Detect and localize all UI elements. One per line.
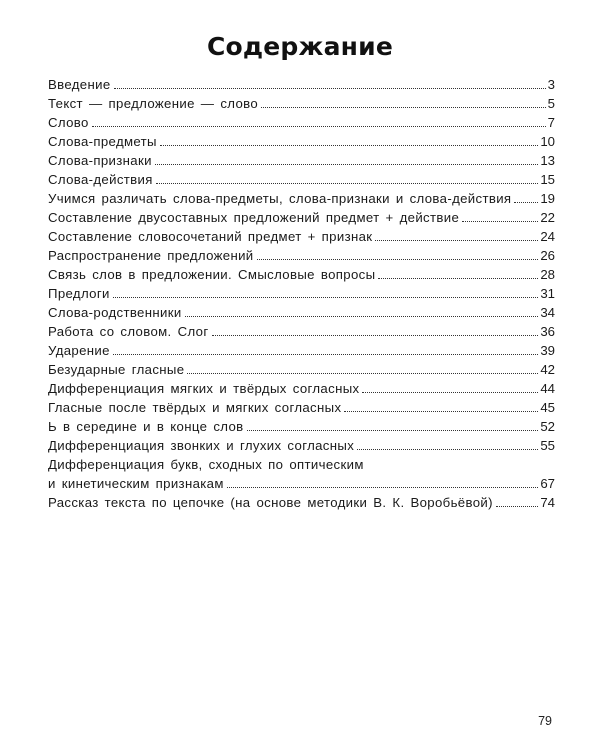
- page-title: Содержание: [206, 32, 394, 61]
- toc-entry-page: 13: [540, 153, 555, 168]
- toc-entry-title: Текст — предложение — слово: [48, 96, 259, 111]
- toc-entry-title: Составление двусоставных предложений предмет + действие: [48, 210, 460, 225]
- dot-leader: [261, 107, 546, 108]
- page-number: 79: [538, 714, 552, 728]
- toc-entry-title: Дифференциация звонких и глухих согласных: [48, 438, 355, 453]
- dot-leader: [496, 506, 538, 507]
- dot-leader: [362, 392, 538, 393]
- toc-entry-title: Гласные после твёрдых и мягких согласных: [48, 400, 342, 415]
- dot-leader: [185, 316, 539, 317]
- dot-leader: [212, 335, 539, 336]
- dot-leader: [514, 202, 538, 203]
- dot-leader: [227, 487, 539, 488]
- toc-entry-page: 31: [540, 286, 555, 301]
- toc-entry: [48, 113, 555, 132]
- toc-entry-page: 5: [547, 96, 555, 111]
- toc-entry-title: Слова-действия: [48, 172, 153, 187]
- dot-leader: [357, 449, 538, 450]
- toc-entry-page: 45: [540, 400, 555, 415]
- toc-entry: [48, 170, 555, 189]
- dot-leader: [187, 373, 538, 374]
- dot-leader: [155, 164, 539, 165]
- toc-entry: [48, 493, 555, 512]
- toc-entry: [48, 341, 555, 360]
- toc-entry-page: 67: [540, 476, 555, 491]
- toc-entry-page: 15: [540, 172, 555, 187]
- toc-entry-page: 42: [540, 362, 555, 377]
- toc-entry: [48, 227, 555, 246]
- dot-leader: [160, 145, 538, 146]
- dot-leader: [113, 354, 539, 355]
- toc-entry-page: 28: [540, 267, 555, 282]
- dot-leader: [114, 88, 546, 89]
- dot-leader: [247, 430, 539, 431]
- toc-entry-page: 7: [547, 115, 555, 130]
- toc-entry-page: 52: [540, 419, 555, 434]
- toc-entry: [48, 132, 555, 151]
- toc-entry: [48, 151, 555, 170]
- toc-entry: [48, 436, 555, 455]
- toc-entry-page: 55: [540, 438, 555, 453]
- toc-entry-title: Ударение: [48, 343, 110, 358]
- toc-entry: [48, 94, 555, 113]
- dot-leader: [257, 259, 539, 260]
- toc-entry-title: Безударные гласные: [48, 362, 185, 377]
- toc-entry-page: 36: [540, 324, 555, 339]
- toc-entry-title-line1: Дифференциация букв, сходных по оптическим: [48, 457, 364, 472]
- toc-entry: [48, 398, 555, 417]
- toc-entry: [48, 360, 555, 379]
- toc-entry-title: Распространение предложений: [48, 248, 254, 263]
- toc-entry: [48, 75, 555, 94]
- toc-entry-title: Слова-родственники: [48, 305, 182, 320]
- toc-entry-title: и кинетическим признакам: [48, 476, 224, 491]
- toc-entry-title: Дифференциация мягких и твёрдых согласных: [48, 381, 360, 396]
- toc-entry-title: Ь в середине и в конце слов: [48, 419, 244, 434]
- toc-entry: [48, 189, 555, 208]
- toc-entry-title: Слова-предметы: [48, 134, 157, 149]
- toc-entry: [48, 265, 555, 284]
- toc-entry: [48, 379, 555, 398]
- dot-leader: [113, 297, 539, 298]
- toc-entry-page: 26: [540, 248, 555, 263]
- toc-entry-page: 3: [547, 77, 555, 92]
- toc-entry-title: Работа со словом. Слог: [48, 324, 209, 339]
- dot-leader: [375, 240, 538, 241]
- toc-entry-page: 34: [540, 305, 555, 320]
- toc-entry-title: Учимся различать слова-предметы, слова-признаки и слова-действия: [48, 191, 512, 206]
- toc-entry: [48, 474, 555, 493]
- toc-entry: [48, 246, 555, 265]
- toc-entry: [48, 284, 555, 303]
- dot-leader: [462, 221, 538, 222]
- dot-leader: [156, 183, 539, 184]
- toc-entry: [48, 417, 555, 436]
- toc-entry-title: Слова-признаки: [48, 153, 152, 168]
- toc-entry-page: 74: [540, 495, 555, 510]
- dot-leader: [92, 126, 546, 127]
- toc-entry-title: Составление словосочетаний предмет + признак: [48, 229, 373, 244]
- toc-entry-title: Связь слов в предложении. Смысловые вопросы: [48, 267, 376, 282]
- toc-entry: [48, 303, 555, 322]
- toc-entry-title: Рассказ текста по цепочке (на основе методики В. К. Воробьёвой): [48, 495, 493, 510]
- dot-leader: [378, 278, 538, 279]
- dot-leader: [344, 411, 538, 412]
- toc-entry-page: 24: [540, 229, 555, 244]
- toc-entry-page: 44: [540, 381, 555, 396]
- toc-entry: [48, 208, 555, 227]
- toc-entry-title: Слово: [48, 115, 89, 130]
- table-of-contents: [48, 75, 555, 512]
- toc-entry: [48, 322, 555, 341]
- toc-entry-title: Введение: [48, 77, 111, 92]
- toc-entry-page: 10: [540, 134, 555, 149]
- toc-entry-page: 19: [540, 191, 555, 206]
- toc-entry-title: Предлоги: [48, 286, 110, 301]
- toc-entry-page: 22: [540, 210, 555, 225]
- toc-entry-page: 39: [540, 343, 555, 358]
